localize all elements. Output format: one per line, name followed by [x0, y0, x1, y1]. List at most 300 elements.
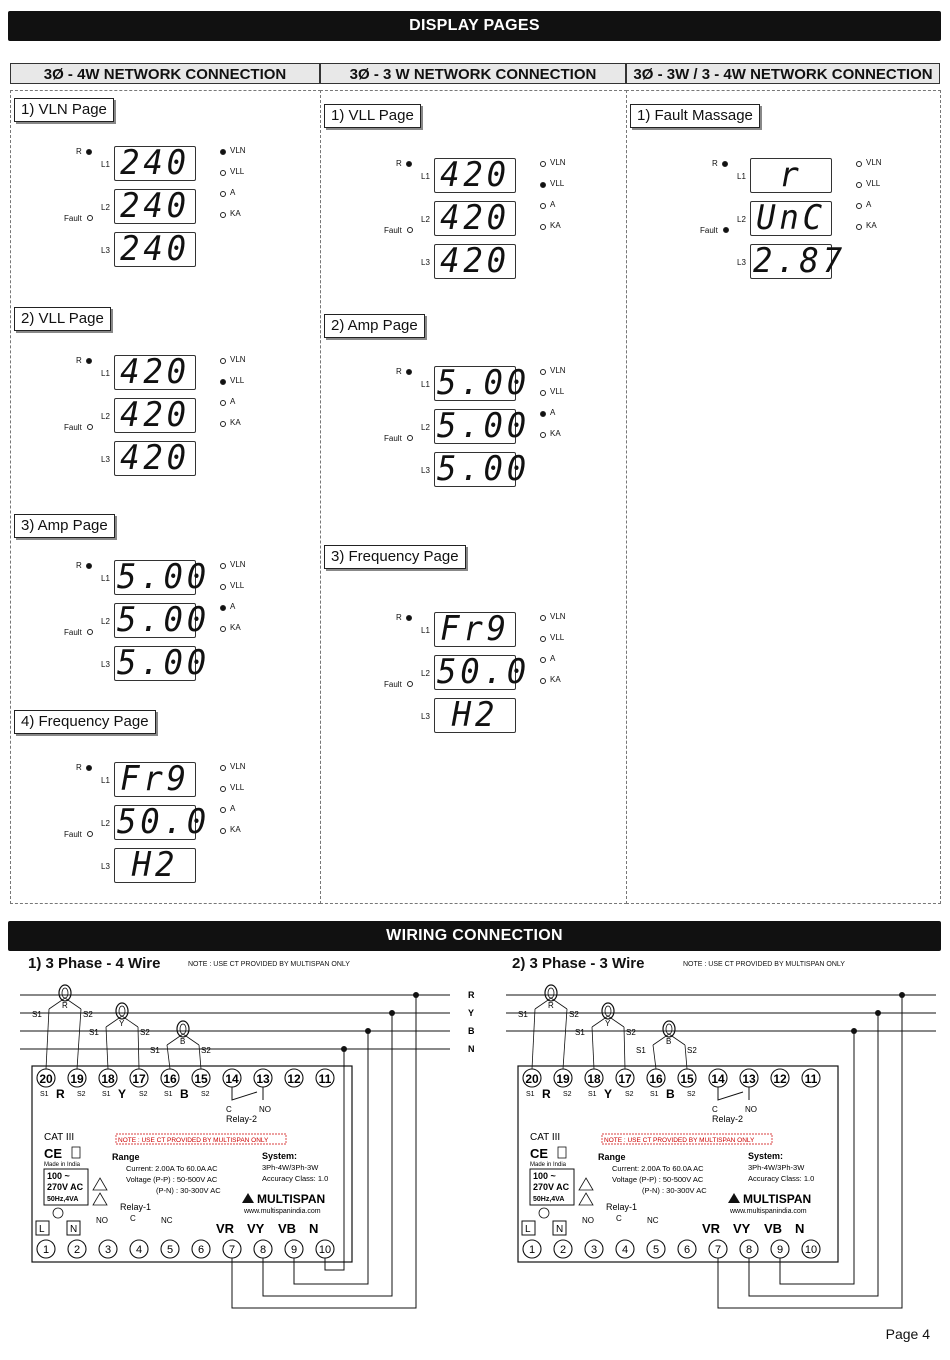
r-led [86, 149, 92, 155]
l2-label: L2 [101, 203, 110, 212]
indicator-led [220, 605, 226, 611]
power-l: L [525, 1224, 531, 1235]
page-title: 2) VLL Page [14, 307, 111, 331]
terminal-number: 14 [225, 1072, 239, 1086]
terminal-number: 7 [228, 1244, 236, 1256]
lcd-l1 [750, 155, 832, 195]
junction-dot [413, 992, 419, 998]
l3-label: L3 [421, 466, 430, 475]
indicator-led [540, 203, 546, 209]
terminal-number: 10 [804, 1244, 818, 1256]
s1-label: S1 [150, 1046, 160, 1055]
voltage-input-label: N [309, 1221, 319, 1236]
terminal-number: 6 [197, 1244, 205, 1256]
r-label: R [76, 356, 82, 365]
lcd-l2 [114, 802, 210, 842]
l1-label: L1 [421, 172, 430, 181]
made-in-india: Made in India [530, 1162, 567, 1168]
lcd-l1 [114, 759, 196, 799]
ct-coil [177, 1021, 189, 1037]
s2-terminal-label: S2 [563, 1091, 572, 1098]
indicator-label: A [550, 654, 556, 663]
lcd-l3 [114, 643, 210, 683]
l3-label: L3 [737, 258, 746, 267]
voltage-wire [232, 995, 416, 1308]
accuracy-class: Accuracy Class: 1.0 [262, 1174, 329, 1183]
r-led [86, 358, 92, 364]
phase-line-label: B [468, 1026, 475, 1036]
meter-display [696, 155, 896, 288]
l3-label: L3 [101, 660, 110, 669]
s1-label: S1 [636, 1046, 646, 1055]
lcd-value: UnC [756, 198, 826, 238]
l1-label: L1 [421, 626, 430, 635]
terminal-number: 2 [559, 1244, 567, 1256]
l2-label: L2 [101, 412, 110, 421]
fault-label: Fault [384, 434, 402, 443]
r-label: R [396, 613, 402, 622]
indicator-led [220, 563, 226, 569]
lcd-value: Fr9 [120, 759, 190, 799]
s1-terminal-label: S1 [588, 1091, 597, 1098]
range-title: Range [598, 1152, 626, 1162]
indicator-label: VLL [230, 167, 245, 176]
indicator-label: VLL [550, 179, 565, 188]
ct-label: R [548, 1001, 554, 1010]
ct-coil-inner [119, 1006, 125, 1016]
ct-coil [602, 1003, 614, 1019]
display-pages-header: DISPLAY PAGES [8, 11, 941, 41]
multispan-logo-icon [242, 1193, 254, 1203]
relay1-no: NO [96, 1216, 108, 1225]
warning-icon [93, 1178, 107, 1190]
indicator-label: VLN [866, 158, 882, 167]
page-title: 3) Frequency Page [324, 545, 466, 569]
indicator-led [220, 149, 226, 155]
wiring-connection-header: WIRING CONNECTION [8, 921, 941, 951]
indicator-led [220, 170, 226, 176]
ct-coil-inner [62, 988, 68, 998]
terminal-number: 20 [39, 1072, 53, 1086]
indicator-led [540, 432, 546, 438]
lcd-value: 420 [440, 198, 510, 238]
range-line: Current: 2.00A To 60.0A AC [126, 1164, 218, 1173]
terminal-number: 2 [73, 1244, 81, 1256]
page-title: 1) Fault Massage [630, 104, 760, 128]
lcd-l3 [114, 229, 196, 269]
lcd-l2 [114, 186, 196, 226]
indicator-label: KA [230, 418, 241, 427]
shock-icon [93, 1193, 107, 1205]
l3-label: L3 [421, 258, 430, 267]
s1-terminal-label: S1 [526, 1091, 535, 1098]
s2-label: S2 [201, 1046, 211, 1055]
s1-label: S1 [575, 1028, 585, 1037]
l1-label: L1 [737, 172, 746, 181]
junction-dot [389, 1010, 395, 1016]
fault-label: Fault [64, 628, 82, 637]
page-number: Page 4 [885, 1326, 930, 1342]
relay1-label: Relay-1 [606, 1202, 638, 1212]
lcd-l3 [434, 695, 516, 735]
meter-display [60, 143, 260, 276]
note-text: NOTE : USE CT PROVIDED BY MULTISPAN ONLY [604, 1137, 755, 1144]
terminal-number: 4 [135, 1244, 143, 1256]
relay1-nc: NC [161, 1216, 173, 1225]
website: www.multispanindia.com [730, 1208, 807, 1215]
l2-label: L2 [101, 819, 110, 828]
fault-led [87, 215, 93, 221]
r-led [406, 369, 412, 375]
terminal-number: 11 [804, 1072, 818, 1086]
lcd-l2 [750, 198, 832, 238]
indicator-label: VLN [230, 560, 246, 569]
range-line: (P-N) : 30-300V AC [642, 1186, 707, 1195]
accuracy-class: Accuracy Class: 1.0 [748, 1174, 815, 1183]
weee-icon [558, 1147, 566, 1158]
indicator-label: VLL [550, 387, 565, 396]
fault-led [723, 227, 729, 233]
indicator-led [856, 224, 862, 230]
junction-dot [341, 1046, 347, 1052]
junction-dot [875, 1010, 881, 1016]
s2-label: S2 [569, 1010, 579, 1019]
l3-label: L3 [101, 246, 110, 255]
supply-rating: 50Hz,4VA [47, 1196, 79, 1203]
s1-terminal-label: S1 [40, 1091, 49, 1098]
ct-terminal-group: R [56, 1087, 65, 1101]
fault-label: Fault [700, 226, 718, 235]
lcd-l3 [750, 241, 846, 281]
l1-label: L1 [421, 380, 430, 389]
terminal-number: 9 [776, 1244, 784, 1256]
supply-rating: 270V AC [533, 1182, 570, 1192]
page-title: 1) VLL Page [324, 104, 421, 128]
ct-coil-inner [666, 1024, 672, 1034]
system-title: System: [748, 1151, 784, 1161]
relay2-switch [232, 1087, 257, 1100]
ct-label: Y [119, 1019, 125, 1028]
l3-label: L3 [101, 862, 110, 871]
lcd-l1 [114, 557, 210, 597]
ct-coil [116, 1003, 128, 1019]
s1-label: S1 [518, 1010, 528, 1019]
fault-label: Fault [64, 423, 82, 432]
indicator-led [220, 400, 226, 406]
ct-wire [106, 1027, 108, 1069]
meter-display [380, 609, 580, 742]
lcd-value: 5.00 [437, 406, 530, 446]
power-n: N [70, 1224, 78, 1235]
ct-label: R [62, 1001, 68, 1010]
relay1-label: Relay-1 [120, 1202, 152, 1212]
r-label: R [76, 561, 82, 570]
lcd-value: 420 [440, 155, 510, 195]
ct-coil-inner [605, 1006, 611, 1016]
fault-led [407, 227, 413, 233]
relay1-nc: NC [647, 1216, 659, 1225]
voltage-input-label: N [795, 1221, 805, 1236]
terminal-number: 8 [745, 1244, 753, 1256]
relay2-no: NO [259, 1105, 271, 1114]
lcd-value: 420 [120, 352, 190, 392]
lcd-value: 420 [120, 395, 190, 435]
terminal-number: 13 [256, 1072, 270, 1086]
indicator-led [540, 636, 546, 642]
relay2-switch [718, 1087, 743, 1100]
relay1-c: C [130, 1214, 136, 1223]
s2-label: S2 [140, 1028, 150, 1037]
terminal-number: 1 [42, 1244, 50, 1256]
ct-coil-inner [548, 988, 554, 998]
indicator-label: A [230, 397, 236, 406]
terminal-number: 20 [525, 1072, 539, 1086]
column-header-fault: 3Ø - 3W / 3 - 4W NETWORK CONNECTION [626, 63, 940, 84]
l1-label: L1 [101, 574, 110, 583]
range-title: Range [112, 1152, 140, 1162]
indicator-label: VLL [230, 376, 245, 385]
fault-led [87, 424, 93, 430]
terminal-number: 16 [649, 1072, 663, 1086]
indicator-label: A [230, 188, 236, 197]
indicator-led [540, 678, 546, 684]
indicator-led [220, 786, 226, 792]
terminal-number: 9 [290, 1244, 298, 1256]
fault-label: Fault [64, 214, 82, 223]
indicator-led [540, 369, 546, 375]
website: www.multispanindia.com [244, 1208, 321, 1215]
made-in-india: Made in India [44, 1162, 81, 1168]
voltage-wire [718, 995, 902, 1308]
r-label: R [76, 763, 82, 772]
ct-terminal-group: Y [118, 1087, 127, 1101]
indicator-led [220, 191, 226, 197]
indicator-label: KA [230, 623, 241, 632]
range-line: (P-N) : 30-300V AC [156, 1186, 221, 1195]
s1-label: S1 [32, 1010, 42, 1019]
indicator-label: KA [550, 429, 561, 438]
indicator-led [540, 390, 546, 396]
lcd-l2 [114, 395, 196, 435]
s2-terminal-label: S2 [139, 1091, 148, 1098]
lcd-value: 50.0 [117, 802, 210, 842]
terminal-number: 13 [742, 1072, 756, 1086]
ct-coil [59, 985, 71, 1001]
fault-label: Fault [384, 226, 402, 235]
indicator-led [220, 626, 226, 632]
s2-terminal-label: S2 [687, 1091, 696, 1098]
r-led [406, 615, 412, 621]
wiring-note-3w: NOTE : USE CT PROVIDED BY MULTISPAN ONLY [683, 961, 845, 968]
note-text: NOTE : USE CT PROVIDED BY MULTISPAN ONLY [118, 1137, 269, 1144]
page-title: 2) Amp Page [324, 314, 425, 338]
voltage-input-label: VB [764, 1221, 783, 1236]
lcd-l2 [434, 406, 530, 446]
indicator-label: A [866, 200, 872, 209]
indicator-label: KA [230, 825, 241, 834]
lcd-value: 5.00 [117, 643, 210, 683]
indicator-label: KA [550, 675, 561, 684]
relay2-c: C [712, 1105, 718, 1114]
lcd-value: H2 [451, 695, 499, 735]
indicator-label: KA [230, 209, 241, 218]
meter-display [380, 363, 580, 496]
indicator-label: KA [550, 221, 561, 230]
cat-label: CAT III [530, 1132, 561, 1143]
relay2-no: NO [745, 1105, 757, 1114]
indicator-led [540, 224, 546, 230]
ct-wire [563, 1009, 567, 1069]
indicator-label: VLL [866, 179, 881, 188]
lcd-l3 [434, 449, 530, 489]
ct-wire [592, 1027, 594, 1069]
supply-rating: 270V AC [47, 1182, 84, 1192]
terminal-number: 16 [163, 1072, 177, 1086]
warning-icon [579, 1178, 593, 1190]
ct-terminal-group: Y [604, 1087, 613, 1101]
column-header-4w: 3Ø - 4W NETWORK CONNECTION [10, 63, 320, 84]
s1-label: S1 [89, 1028, 99, 1037]
system-value: 3Ph-4W/3Ph-3W [748, 1163, 805, 1172]
indicator-led [220, 828, 226, 834]
terminal-number: 14 [711, 1072, 725, 1086]
s2-terminal-label: S2 [77, 1091, 86, 1098]
meter-display [60, 557, 260, 690]
junction-dot [899, 992, 905, 998]
page-title: 4) Frequency Page [14, 710, 156, 734]
range-line: Voltage (P-P) : 50-500V AC [126, 1175, 218, 1184]
indicator-led [220, 584, 226, 590]
ct-terminal-group: B [180, 1087, 189, 1101]
terminal-number: 3 [104, 1244, 112, 1256]
lcd-l3 [114, 845, 196, 885]
indicator-label: A [230, 602, 236, 611]
indicator-label: VLL [230, 783, 245, 792]
lcd-value: r [779, 155, 803, 195]
ct-wire [624, 1027, 625, 1069]
shock-icon [579, 1193, 593, 1205]
terminal-number: 3 [590, 1244, 598, 1256]
wiring-title-3w: 2) 3 Phase - 3 Wire [512, 955, 645, 972]
terminal-number: 5 [166, 1244, 174, 1256]
indicator-label: VLN [230, 762, 246, 771]
terminal-number: 19 [70, 1072, 84, 1086]
s2-label: S2 [626, 1028, 636, 1037]
terminal-number: 5 [652, 1244, 660, 1256]
r-led [722, 161, 728, 167]
r-led [406, 161, 412, 167]
supply-rating: 50Hz,4VA [533, 1196, 565, 1203]
ct-coil-inner [180, 1024, 186, 1034]
weee-icon [72, 1147, 80, 1158]
ct-terminal-group: R [542, 1087, 551, 1101]
relay1-no: NO [582, 1216, 594, 1225]
s2-terminal-label: S2 [625, 1091, 634, 1098]
lcd-l3 [434, 241, 516, 281]
l3-label: L3 [101, 455, 110, 464]
ct-wire [138, 1027, 139, 1069]
indicator-led [540, 657, 546, 663]
meter-display [380, 155, 580, 288]
l2-label: L2 [101, 617, 110, 626]
indicator-led [540, 411, 546, 417]
ce-mark: CE [530, 1146, 549, 1161]
lcd-value: 2.87 [753, 241, 846, 281]
indicator-led [220, 358, 226, 364]
indicator-label: VLN [230, 146, 246, 155]
fault-label: Fault [384, 680, 402, 689]
supply-rating: 100 ~ [533, 1171, 556, 1181]
lcd-value: 5.00 [437, 449, 530, 489]
l2-label: L2 [421, 423, 430, 432]
range-line: Current: 2.00A To 60.0A AC [612, 1164, 704, 1173]
terminal-number: 12 [287, 1072, 301, 1086]
ce-mark: CE [44, 1146, 63, 1161]
multispan-logo-icon [728, 1193, 740, 1203]
indicator-led [220, 421, 226, 427]
phase-line-label: Y [468, 1008, 475, 1018]
ac-source-icon [539, 1208, 549, 1218]
lcd-l2 [434, 198, 516, 238]
r-label: R [76, 147, 82, 156]
indicator-led [540, 161, 546, 167]
indicator-label: VLN [550, 612, 566, 621]
indicator-led [220, 212, 226, 218]
indicator-label: KA [866, 221, 877, 230]
junction-dot [365, 1028, 371, 1034]
phase-line-label: N [468, 1044, 475, 1054]
l3-label: L3 [421, 712, 430, 721]
s2-label: S2 [687, 1046, 697, 1055]
ct-wire [77, 1009, 81, 1069]
page-title: 1) VLN Page [14, 98, 114, 122]
lcd-value: 420 [120, 438, 190, 478]
s1-terminal-label: S1 [650, 1091, 659, 1098]
indicator-label: VLL [550, 633, 565, 642]
terminal-number: 12 [773, 1072, 787, 1086]
system-title: System: [262, 1151, 298, 1161]
lcd-l1 [114, 143, 196, 183]
lcd-l2 [434, 652, 530, 692]
ct-wire [46, 1009, 49, 1069]
indicator-label: VLN [230, 355, 246, 364]
lcd-value: 240 [120, 143, 190, 183]
phase-line-label: R [468, 990, 475, 1000]
voltage-input-label: VR [216, 1221, 235, 1236]
terminal-number: 4 [621, 1244, 629, 1256]
ct-label: B [180, 1037, 186, 1046]
meter-display [60, 759, 260, 892]
voltage-input-label: VY [733, 1221, 751, 1236]
r-led [86, 563, 92, 569]
fault-led [87, 629, 93, 635]
indicator-label: VLL [230, 581, 245, 590]
lcd-l1 [434, 363, 530, 403]
ct-coil [663, 1021, 675, 1037]
indicator-led [220, 765, 226, 771]
lcd-l2 [114, 600, 210, 640]
indicator-led [220, 379, 226, 385]
fault-led [407, 435, 413, 441]
l1-label: L1 [101, 776, 110, 785]
power-n: N [556, 1224, 564, 1235]
s1-terminal-label: S1 [164, 1091, 173, 1098]
indicator-label: VLN [550, 366, 566, 375]
lcd-l1 [434, 609, 516, 649]
lcd-value: 240 [120, 186, 190, 226]
relay2-label: Relay-2 [712, 1114, 744, 1124]
relay1-c: C [616, 1214, 622, 1223]
